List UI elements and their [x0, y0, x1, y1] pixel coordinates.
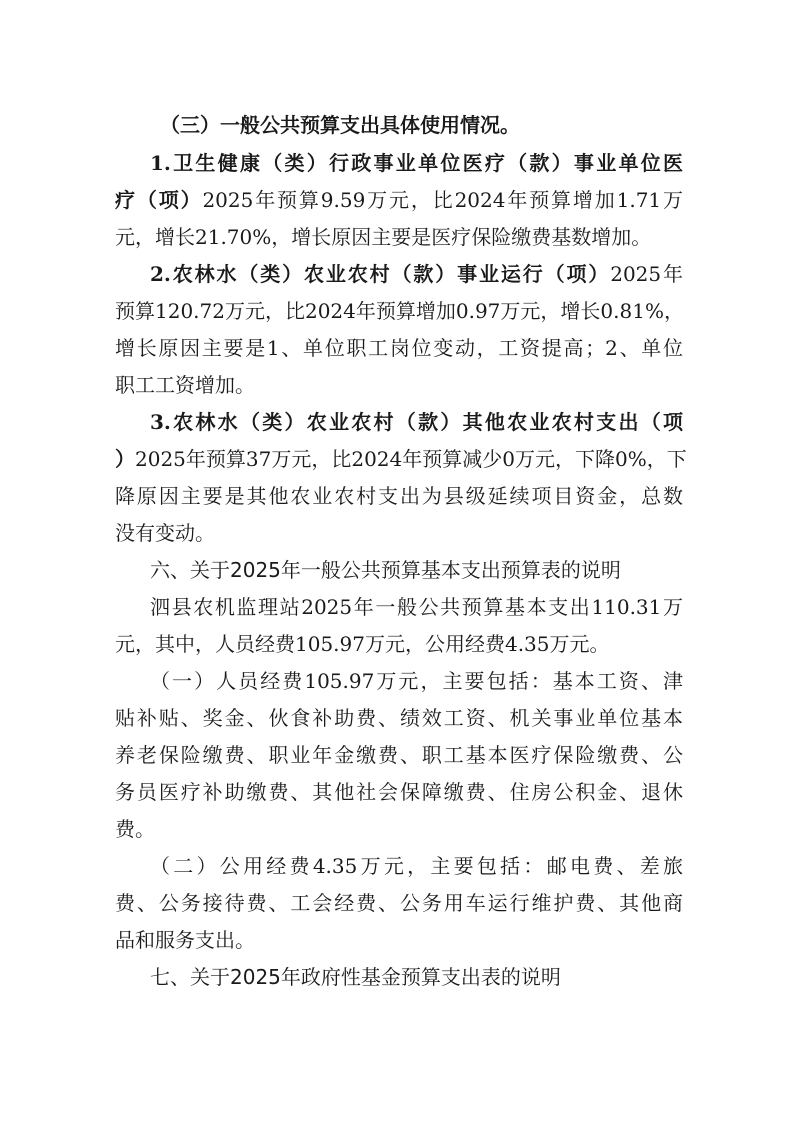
public-line3: 品和服务支出。: [115, 928, 255, 952]
personnel-line1: （一）人员经费105.97万元，主要包括：基本工资、津: [150, 669, 683, 693]
section6-para-line2: 元，其中，人员经费105.97万元，公用经费4.35万元。: [115, 632, 610, 656]
item2-line2: 预算120.72万元，比2024年预算增加0.97万元，增长0.81%，: [115, 299, 684, 323]
personnel-line5: 费。: [115, 817, 155, 841]
item2-text: 2025年: [610, 262, 683, 286]
personnel-line3: 养老保险缴费、职业年金缴费、职工基本医疗保险缴费、公: [115, 743, 683, 767]
item1-line3: 元，增长21.70%，增长原因主要是医疗保险缴费基数增加。: [115, 225, 652, 249]
heading-section-3: （三）一般公共预算支出具体使用情况。: [160, 113, 520, 137]
item2-line4: 职工工资增加。: [115, 373, 255, 397]
personnel-line4: 务员医疗补助缴费、其他社会保障缴费、住房公积金、退休: [115, 780, 683, 804]
item3-text: 2025年预算37万元，比2024年预算减少0万元，下降0%，下: [135, 447, 687, 471]
section7-title: 七、关于2025年政府性基金预算支出表的说明: [150, 965, 561, 989]
item2-line3: 增长原因主要是1、单位职工岗位变动，工资提高；2、单位: [115, 336, 683, 360]
item3-title-cont: ）: [115, 447, 135, 471]
item1-title-cont: 疗（项）: [115, 188, 203, 212]
item2-line1: [150, 259, 683, 289]
public-line1: （二）公用经费4.35万元，主要包括：邮电费、差旅: [150, 854, 683, 878]
item3-line2: [115, 444, 687, 474]
item3-title: 3.农林水（类）农业农村（款）其他农业农村支出（项: [150, 410, 683, 434]
item1-line2: [115, 185, 683, 215]
item3-line3: 降原因主要是其他农业农村支出为县级延续项目资金，总数: [115, 484, 683, 508]
item2-title: 2.农林水（类）农业农村（款）事业运行（项）: [150, 262, 611, 286]
public-line2: 费、公务接待费、工会经费、公务用车运行维护费、其他商: [115, 891, 683, 915]
section6-para-line1: 泗县农机监理站2025年一般公共预算基本支出110.31万: [150, 595, 683, 619]
item3-line4: 没有变动。: [115, 521, 215, 545]
item1-title: 1.卫生健康（类）行政事业单位医疗（款）事业单位医: [150, 151, 683, 175]
item1-text: 2025年预算9.59万元，比2024年预算增加1.71万: [202, 188, 684, 212]
section6-title: 六、关于2025年一般公共预算基本支出预算表的说明: [150, 558, 621, 582]
personnel-line2: 贴补贴、奖金、伙食补助费、绩效工资、机关事业单位基本: [115, 706, 683, 730]
